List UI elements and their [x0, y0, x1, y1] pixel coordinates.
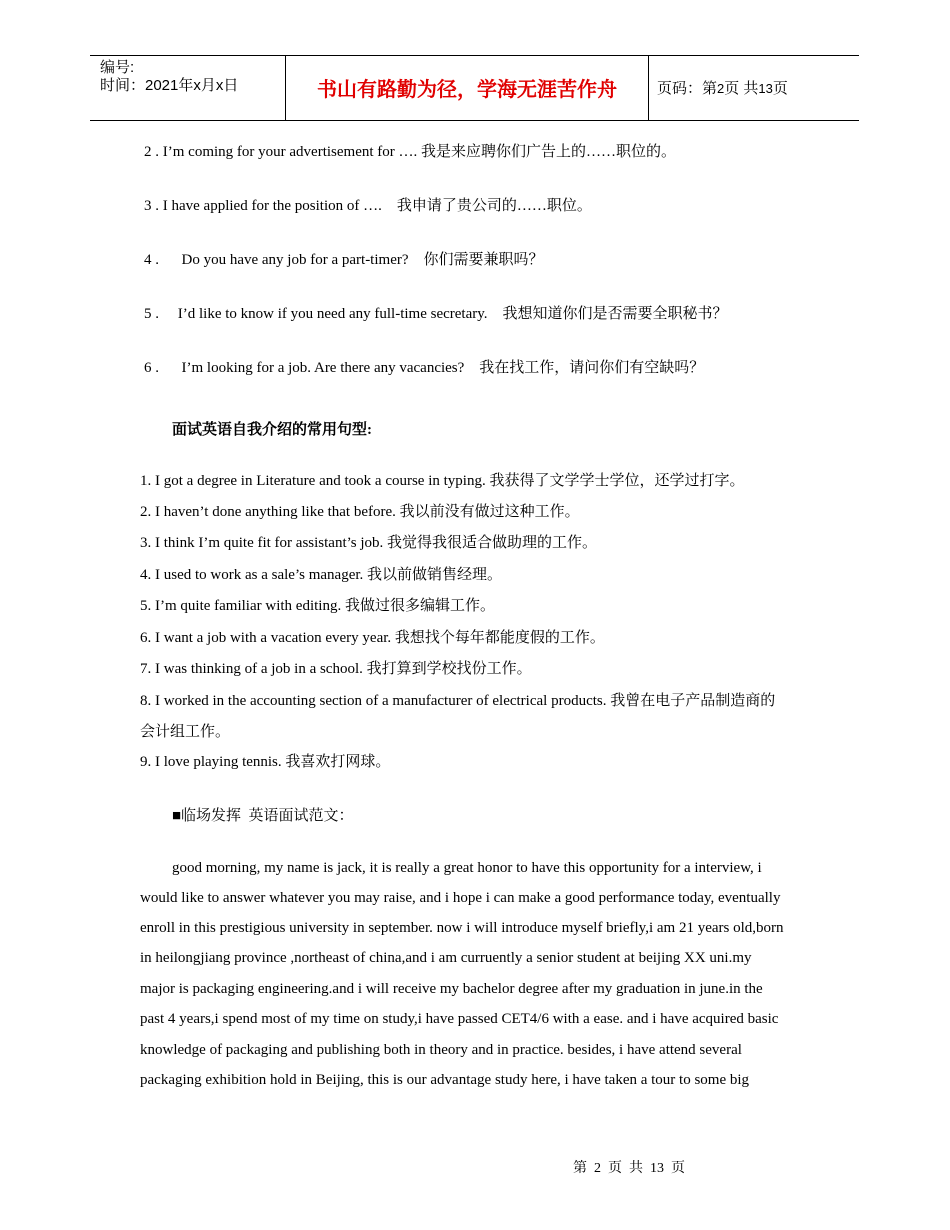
intro-sentence: 4. I used to work as a sale’s manager. 我以前做销售经理。 [140, 567, 503, 583]
intro-sentence: 3. I think I’m quite fit for assistant’s job. 我觉得我很适合做助理的工作。 [140, 535, 598, 551]
header-motto-cell [286, 56, 649, 120]
sample-text-line: good morning, my name is jack, it is really a great honor to have this opportunity for a interview, i [172, 860, 762, 876]
sentence-line: 6 . I’m looking for a job. Are there any vacancies? 我在找工作，请问你们有空缺吗？ [144, 360, 705, 376]
intro-sentence-continued: 会计组工作。 [140, 724, 231, 740]
sample-text-line: major is packaging engineering.and i will receive my bachelor degree after my graduation in june.in the [140, 981, 763, 997]
page-footer: 第 2 页 共 13 页 [573, 1161, 685, 1176]
document-number-label: 编号: [100, 59, 135, 76]
page-total: 13 [758, 81, 773, 96]
page-mid: 页 共 [724, 80, 759, 97]
header-page-cell [649, 56, 859, 120]
sample-heading: ■临场发挥 英语面试范文： [172, 808, 354, 824]
sample-text-line: knowledge of packaging and publishing both in theory and in practice. besides, i have attend several [140, 1042, 742, 1058]
page-header [90, 55, 859, 121]
sample-text-line: would like to answer whatever you may raise, and i hope i can make a good performance today, eventually [140, 890, 781, 906]
page-current: 2 [717, 81, 725, 96]
page-suffix: 页 [772, 80, 788, 97]
sentence-line: 4 . Do you have any job for a part-timer? 你们需要兼职吗？ [144, 252, 544, 268]
sentence-line: 3 . I have applied for the position of …. 我申请了贵公司的……职位。 [144, 198, 592, 214]
page-prefix: 页码：第 [657, 80, 718, 97]
header-page-number [657, 79, 788, 99]
intro-sentence: 5. I’m quite familiar with editing. 我做过很多编辑工作。 [140, 598, 495, 614]
sample-text-line: in heilongjiang province ,northeast of china,and i am curruently a senior student at beijing XX uni.my [140, 950, 752, 966]
section-title: 面试英语自我介绍的常用句型: [172, 422, 372, 438]
intro-sentence: 1. I got a degree in Literature and took a course in typing. 我获得了文学学士学位，还学过打字。 [140, 473, 745, 489]
sentence-line: 5 . I’d like to know if you need any full-time secretary. 我想知道你们是否需要全职秘书？ [144, 306, 728, 322]
intro-sentence: 6. I want a job with a vacation every year. 我想找个每年都能度假的工作。 [140, 630, 605, 646]
intro-sentence: 9. I love playing tennis. 我喜欢打网球。 [140, 754, 391, 770]
sample-text-line: enroll in this prestigious university in september. now i will introduce myself briefly,i am 21 years old,born [140, 920, 784, 936]
intro-sentence: 7. I was thinking of a job in a school. 我打算到学校找份工作。 [140, 661, 532, 677]
intro-sentence: 8. I worked in the accounting section of a manufacturer of electrical products. 我曾在电子产品制造商的 [140, 693, 776, 709]
sample-text-line: packaging exhibition hold in Beijing, this is our advantage study here, i have taken a tour to some big [140, 1072, 750, 1088]
header-meta-cell [90, 56, 286, 120]
intro-sentence: 2. I haven’t done anything like that before. 我以前没有做过这种工作。 [140, 504, 580, 520]
sample-text-line: past 4 years,i spend most of my time on study,i have passed CET4/6 with a ease. and i have acquired basic [140, 1011, 779, 1027]
document-time-label: 时间：2021年x月x日 [100, 77, 239, 94]
sentence-line: 2 . I’m coming for your advertisement for …. 我是来应聘你们广告上的……职位的。 [144, 144, 677, 160]
header-motto: 书山有路勤为径，学海无涯苦作舟 [317, 77, 617, 101]
